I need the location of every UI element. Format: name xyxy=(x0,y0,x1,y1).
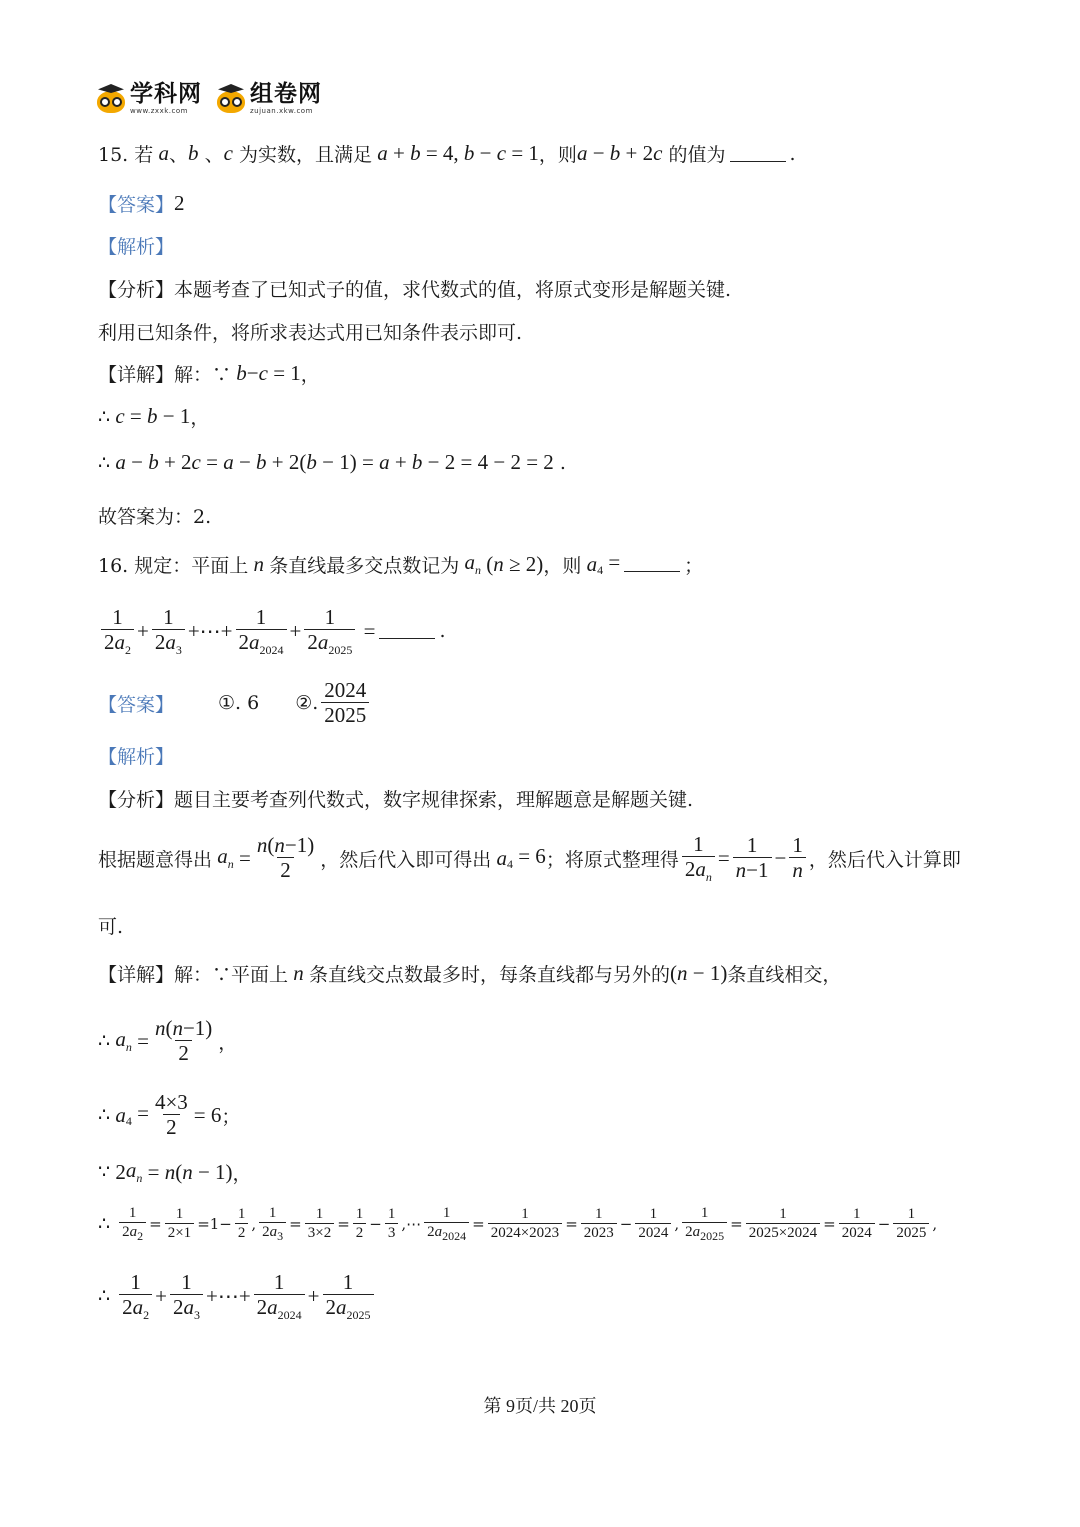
q15-detail: 【详解】 解：∵ b − c = 1 ， xyxy=(98,361,320,386)
q16-formula-a4: ∴ a $_4$ = $\frac{4\times 3}{2}$ = 6 ； xyxy=(98,1090,241,1140)
q16-question: 16. 规定：平面上 n 条直线最多交点数记为 $a_n$ ( n ≥ 2) ，则 a $_4$ = ； xyxy=(98,550,704,578)
q15-question: 15. 若 a 、 b 、 c 为实数，且满足 a + b = 4, b − c = 1 ，则 a − b + 2 c 的值为 . xyxy=(98,141,796,166)
answer-blank xyxy=(379,623,435,639)
q15-step2: ∴ a − b + 2 c = a − b + 2( b − 1) = a + b − 2 = 4 − 2 = 2 . xyxy=(98,450,566,474)
owl-logo-icon xyxy=(216,84,246,114)
header-logos xyxy=(96,78,322,120)
q16-fenxi2-end: 可. xyxy=(98,916,124,938)
q16-formula-2an: ∵ 2 $a_n$ = n ( n − 1) ， xyxy=(98,1158,252,1186)
q16-sum-expression: $\frac{1}{2a_2}$ + $\frac{1}{2a_3}$ +⋯+ $\frac{1}{2a_{2024}}$ + $\frac{1}{2a_{2025}}$ = . xyxy=(98,605,446,658)
logo-zujuan[interactable] xyxy=(216,83,322,115)
q15-step1: ∴ c = b − 1 ， xyxy=(98,404,210,429)
q15-analysis-label: 【解析】 xyxy=(98,236,175,258)
owl-logo-icon xyxy=(96,84,126,114)
q16-answer: 【答案】 ①. 6 ②. $\frac{2024}{2025}$ xyxy=(98,678,372,728)
answer-blank xyxy=(730,146,786,162)
q16-fenxi: 【分析】 题目主要考查列代数式，数字规律探索，理解题意是解题关键. xyxy=(98,789,694,811)
q15-fenxi: 【分析】 本题考查了已知式子的值，求代数式的值，将原式变形是解题关键. xyxy=(98,279,732,301)
page-footer: 第 9页/共 20页 xyxy=(483,1396,597,1416)
q16-detail: 【详解】 解：∵平面上 n 条直线交点数最多时，每条直线都与另外的 ( n − 1) 条直线相交， xyxy=(98,961,842,986)
answer-blank xyxy=(624,556,680,572)
q16-sum-start: ∴ $\frac{1}{2a_2}$ + $\frac{1}{2a_3}$ +⋯+ $\frac{1}{2a_{2024}}$ + $\frac{1}{2a_{2025}}$ xyxy=(98,1270,377,1323)
q15-answer: 【答案】 2 xyxy=(98,191,185,216)
logo-url: www.zxxk.com xyxy=(130,107,188,115)
logo-zxxk[interactable] xyxy=(96,83,202,115)
q15-conclusion: 故答案为：2. xyxy=(98,506,212,528)
q16-telescoping: ∴ $\frac{1}{2a_2}$ = $\frac{1}{2\times 1}$ =1− $\frac{1}{2}$ , $\frac{1}{2a_3}$ = $\frac{1}{3\times 2}$ = $\frac{1}{2}$ − $\frac{1}{3}$ ,⋯ $\frac{1}{2a_{2024}}$ = $\frac{1}{2024\times 2023}$ = $\frac{1}{2023}$ − $\frac{1}{2024}$ , $\frac{1}{2a_{2025}}$ = $\frac{1}{2025\times 2024}$ = $\frac{1}{2024}$ − $\frac{1}{2025}$ , xyxy=(98,1205,938,1244)
q16-fenxi2: 根据题意得出 $a_n$ = $\frac{n(n-1)}{2}$ ，然后代入即可得出 a $_4$ = 6 ；将原式整理得 $\frac{1}{2a_n}$ = $\frac{1}{n-1}$ − $\frac{1}{n}$ ，然后代入计算即 xyxy=(98,832,961,885)
q15-fenxi2: 利用已知条件，将所求表达式用已知条件表示即可. xyxy=(98,322,523,344)
logo-name: 学科网 xyxy=(130,81,202,107)
logo-url: zujuan.xkw.com xyxy=(250,107,313,115)
q16-formula-an: ∴ $a_n$ = $\frac{n(n-1)}{2}$ ， xyxy=(98,1016,238,1066)
logo-name: 组卷网 xyxy=(250,81,322,107)
q16-analysis-label: 【解析】 xyxy=(98,746,175,768)
